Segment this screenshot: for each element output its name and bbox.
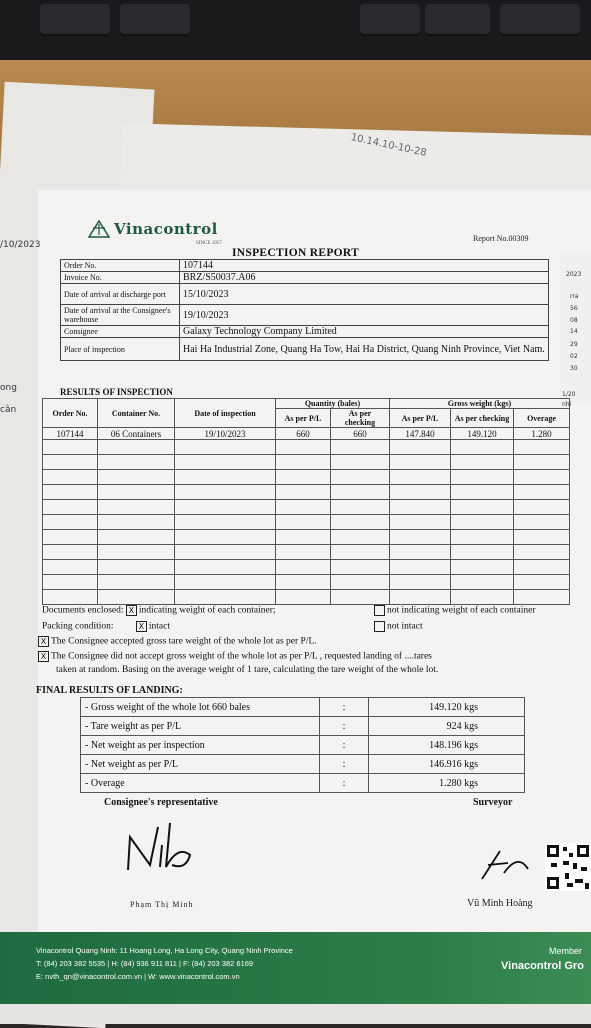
surveyor-name: Vũ Minh Hoàng — [467, 898, 533, 909]
checkbox-accepted: X — [38, 636, 49, 647]
empty-row — [43, 470, 570, 485]
col-qty-pl: As per P/L — [276, 409, 331, 428]
empty-row — [43, 500, 570, 515]
final-results-table — [80, 697, 525, 793]
checkbox-not-intact — [374, 621, 385, 632]
final-value: 148.196 kgs — [369, 736, 525, 755]
results-heading: RESULTS OF INSPECTION — [60, 387, 173, 397]
empty-row — [43, 485, 570, 500]
margin-note: /10/2023 — [0, 240, 41, 250]
col-quantity: Quantity (bales) — [276, 399, 390, 409]
table-row — [43, 428, 570, 440]
final-row — [81, 774, 525, 793]
final-row — [81, 717, 525, 736]
page-title: INSPECTION REPORT — [232, 247, 360, 259]
margin-note: cân — [0, 405, 17, 415]
final-row — [81, 698, 525, 717]
info-label: Consignee — [61, 326, 180, 338]
pack-option-2: not intact — [387, 621, 423, 632]
cell: 1.280 — [514, 428, 570, 440]
final-value: 1.280 kgs — [369, 774, 525, 793]
empty-row — [43, 455, 570, 470]
final-label: - Gross weight of the whole lot 660 bales — [81, 698, 320, 717]
footer-member: Member — [549, 946, 583, 956]
qr-code-icon — [545, 843, 591, 891]
info-value: Hai Ha Industrial Zone, Quang Ha Tow, Hai Ha District, Quang Ninh Province, Viet Nam. — [180, 338, 549, 361]
margin-note: 30 — [570, 365, 578, 372]
footer-address: Vinacontrol Quang Ninh: 11 Hoang Long, Ha Long City, Quang Ninh Province — [36, 946, 293, 955]
margin-note: nhi — [562, 401, 572, 408]
margin-note: 14 — [570, 328, 578, 335]
cell: 19/10/2023 — [175, 428, 276, 440]
scales-logo-icon — [88, 220, 110, 238]
checkbox-not-indicating — [374, 605, 385, 616]
info-row — [61, 305, 549, 326]
docs-option-1: indicating weight of each container; — [138, 605, 276, 616]
final-row — [81, 736, 525, 755]
logo-text: Vinacontrol — [114, 220, 218, 238]
cell: 149.120 — [451, 428, 514, 440]
final-label: - Overage — [81, 774, 320, 793]
col-gross-pl: As per P/L — [390, 409, 451, 428]
final-row — [81, 755, 525, 774]
report-number: Report No.00309 — [473, 234, 529, 243]
accept-line — [38, 636, 317, 647]
final-results-heading: FINAL RESULTS OF LANDING: — [36, 685, 183, 696]
packing-label: Packing condition: — [42, 621, 114, 632]
handwritten-note: 10.14.10-10-28 — [349, 132, 428, 159]
not-accept-line — [38, 651, 432, 662]
footer-email: E: nvth_qn@vinacontrol.com.vn | W: www.vinacontrol.com.vn — [36, 972, 240, 981]
cell: 06 Containers — [98, 428, 175, 440]
info-label: Place of inspection — [61, 338, 180, 361]
order-info-table — [60, 259, 549, 361]
surveyor-label: Surveyor — [473, 797, 513, 808]
empty-row — [43, 545, 570, 560]
info-value: Galaxy Technology Company Limited — [180, 326, 549, 338]
final-value: 924 kgs — [369, 717, 525, 736]
results-table — [42, 398, 570, 605]
footer-group: Vinacontrol Gro — [501, 960, 584, 972]
final-label: - Net weight as per P/L — [81, 755, 320, 774]
keyboard-key — [120, 4, 190, 34]
final-sep: : — [320, 736, 369, 755]
info-row — [61, 326, 549, 338]
empty-row — [43, 440, 570, 455]
docs-option-2: not indicating weight of each container — [387, 605, 536, 616]
footer-phone: T: (84) 203 382 5535 | H: (84) 936 911 811 | F: (84) 203 382 6169 — [36, 959, 254, 968]
col-container-no: Container No. — [98, 399, 175, 428]
page-footer — [0, 932, 591, 1004]
empty-row — [43, 560, 570, 575]
info-value: 15/10/2023 — [180, 284, 549, 305]
logo-since: SINCE 1957 — [196, 241, 222, 246]
margin-note: 29 — [570, 341, 578, 348]
packing-option-2 — [374, 621, 423, 632]
checkbox-weight-each-container: X — [126, 605, 137, 616]
margin-note: ong — [0, 383, 17, 393]
empty-row — [43, 590, 570, 605]
empty-row — [43, 575, 570, 590]
keyboard-key — [500, 4, 580, 34]
info-value: BRZ/S50037.A06 — [180, 272, 549, 284]
info-label: Date of arrival at discharge port — [61, 284, 180, 305]
col-gross-weight: Gross weight (kgs) — [390, 399, 570, 409]
empty-row — [43, 530, 570, 545]
table-header-row — [43, 399, 570, 409]
info-label: Invoice No. — [61, 272, 180, 284]
pack-option-1: intact — [148, 621, 170, 632]
checkbox-intact: X — [136, 621, 147, 632]
documents-option-2 — [374, 605, 536, 616]
vinacontrol-logo — [88, 220, 218, 238]
keyboard-key — [425, 4, 490, 34]
col-overage: Overage — [514, 409, 570, 428]
final-value: 149.120 kgs — [369, 698, 525, 717]
margin-note: 56 — [570, 305, 578, 312]
info-row — [61, 272, 549, 284]
info-value: 107144 — [180, 260, 549, 272]
info-row — [61, 338, 549, 361]
keyboard-key — [40, 4, 110, 34]
not-accept-text-2: taken at random. Basing on the average weight of 1 tare, calculating the tare weight of the whole lot. — [56, 665, 439, 675]
margin-note: 08 — [570, 317, 578, 324]
keyboard-key — [360, 4, 420, 34]
consignee-rep-label: Consignee's representative — [104, 797, 218, 808]
empty-row — [43, 515, 570, 530]
final-label: - Net weight as per inspection — [81, 736, 320, 755]
accept-text: The Consignee accepted gross tare weight of the whole lot as per P/L. — [51, 636, 317, 647]
cell: 107144 — [43, 428, 98, 440]
info-value: 19/10/2023 — [180, 305, 549, 326]
cell: 660 — [276, 428, 331, 440]
cell: 147.840 — [390, 428, 451, 440]
not-accept-text: The Consignee did not accept gross weight of the whole lot as per P/L , requested landing of ....tares — [51, 651, 432, 662]
final-sep: : — [320, 717, 369, 736]
final-sep: : — [320, 774, 369, 793]
col-date: Date of inspection — [175, 399, 276, 428]
margin-note: rra — [570, 293, 579, 300]
info-label: Order No. — [61, 260, 180, 272]
final-sep: : — [320, 755, 369, 774]
margin-note: 1/20 — [562, 391, 576, 398]
margin-note: 02 — [570, 353, 578, 360]
cell: 660 — [331, 428, 390, 440]
final-sep: : — [320, 698, 369, 717]
col-order-no: Order No. — [43, 399, 98, 428]
page-bottom — [0, 1004, 591, 1024]
consignee-name: Phạm Thị Minh — [130, 900, 194, 909]
info-row — [61, 284, 549, 305]
packing-condition-line — [42, 621, 170, 632]
col-qty-checking: As per checking — [331, 409, 390, 428]
info-label: Date of arrival at the Consignee's warehouse — [61, 305, 180, 326]
col-gross-checking: As per checking — [451, 409, 514, 428]
margin-note: 2023 — [566, 271, 582, 278]
consignee-signature — [120, 815, 220, 875]
final-value: 146.916 kgs — [369, 755, 525, 774]
documents-label: Documents enclosed: — [42, 605, 124, 616]
documents-enclosed-line — [42, 605, 276, 616]
final-label: - Tare weight as per P/L — [81, 717, 320, 736]
side-paper — [560, 255, 591, 408]
info-row — [61, 260, 549, 272]
surveyor-signature — [478, 843, 538, 883]
checkbox-not-accepted: X — [38, 651, 49, 662]
